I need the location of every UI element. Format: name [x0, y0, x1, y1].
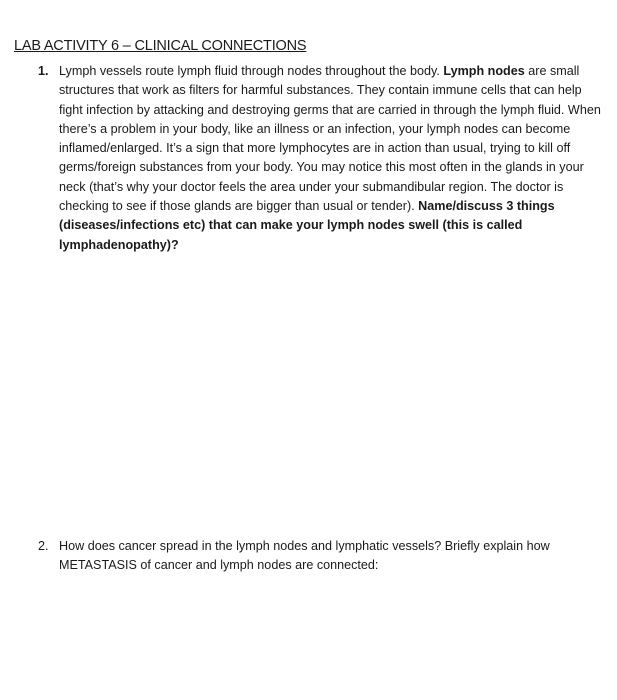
- question-1-text-intro: Lymph vessels route lymph fluid through nodes throughout the body.: [59, 64, 444, 78]
- question-1-term-lymph-nodes: Lymph nodes: [443, 64, 525, 78]
- question-1-prompt: Name/discuss 3 things (diseases/infections etc) that can make your lymph nodes swell (this is called lymphadenopathy)?: [59, 199, 555, 252]
- question-1-text-body: are small structures that work as filters for harmful substances. They contain immune cells that can help fight infection by attacking and destroying germs that are carried in through the lymph fluid. When there’s a problem in your body, like an illness or an infection, your lymph nodes can become inflamed/enlarged. It’s a sign that more lymphocytes are in action than usual, trying to kill off germs/foreign substances from your body. You may notice this most often in the glands in your neck (that’s why your doctor feels the area under your submandibular region. The doctor is checking to see if those glands are bigger than usual or tender).: [59, 64, 601, 214]
- question-2-text: How does cancer spread in the lymph nodes and lymphatic vessels? Briefly explain how METASTASIS of cancer and lymph nodes are connected:: [59, 539, 550, 573]
- question-1: [38, 62, 603, 255]
- page-title: LAB ACTIVITY 6 – CLINICAL CONNECTIONS: [14, 38, 307, 54]
- question-1-text: [59, 62, 603, 255]
- question-1-number: 1.: [38, 64, 49, 78]
- question-2: [38, 537, 603, 576]
- question-2-number: 2.: [38, 539, 49, 553]
